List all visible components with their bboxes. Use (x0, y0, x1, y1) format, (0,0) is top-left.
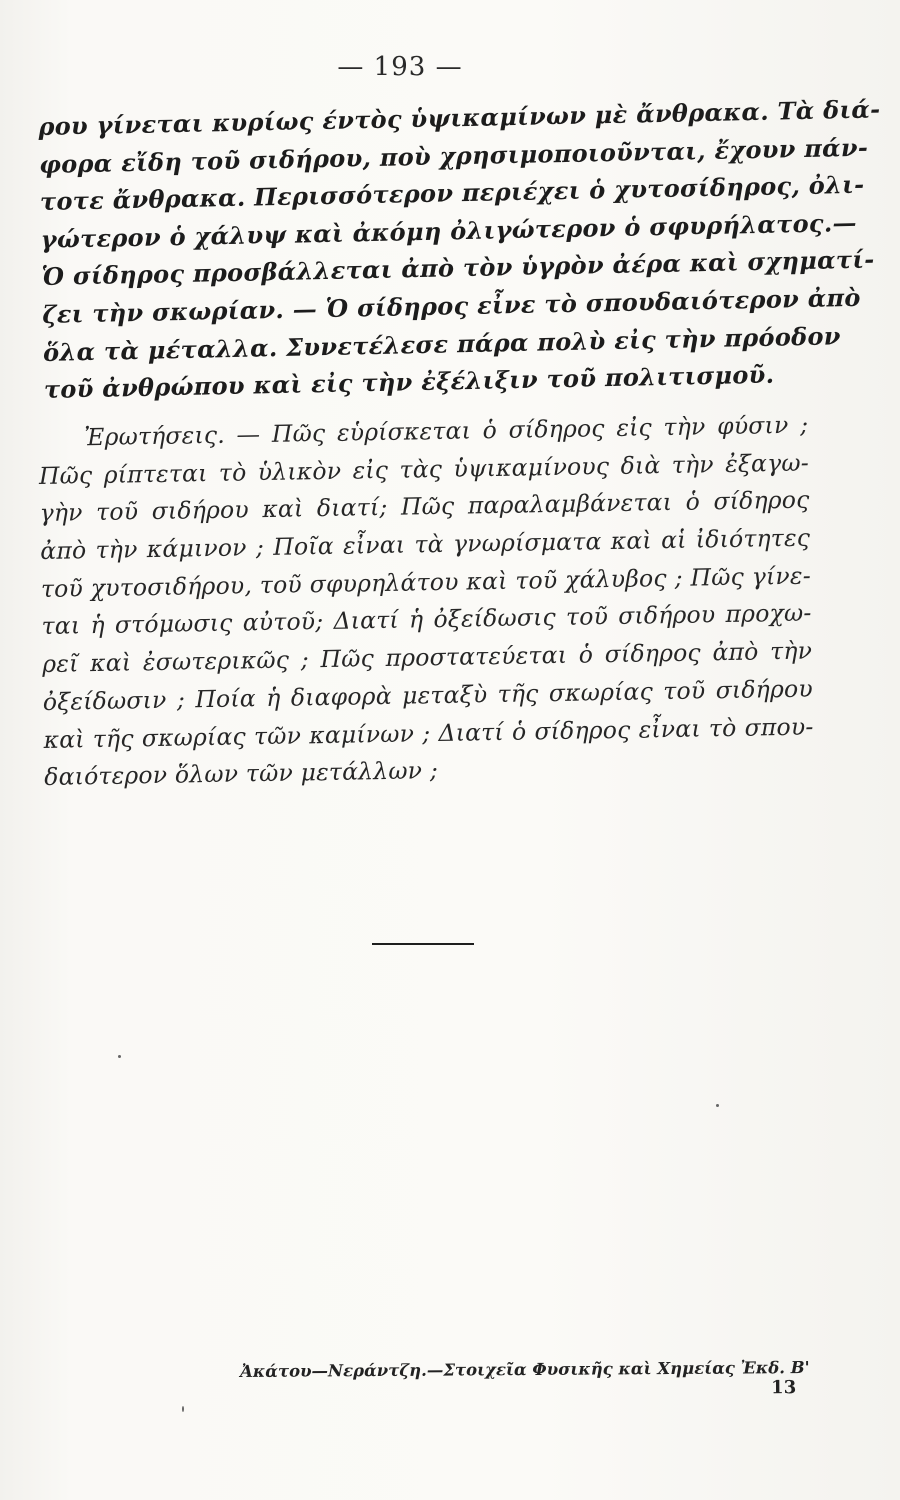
paper-speck (118, 1055, 121, 1058)
text-line: ται ἡ στόμωσις αὐτοῦ; Διατί ἡ ὀξείδωσις τοῦ σιδήρου προχω- (41, 598, 812, 641)
signature-mark: 13 (771, 1377, 797, 1399)
text-paragraph (38, 92, 881, 409)
text-line: τοῦ χυτοσιδήρου, τοῦ σφυρηλάτου καὶ τοῦ χάλυβος ; Πῶς γίνε- (40, 561, 812, 603)
text-line: ὅλα τὰ μέταλλα. Συνετέλεσε πάρα πολὺ εἰς τὴν πρόοδον (42, 320, 841, 367)
text-line: δαιότερον ὅλων τῶν μετάλλων ; (43, 756, 439, 792)
text-line: ζει τὴν σκωρίαν. — Ὁ σίδηρος εἶνε τὸ σπουδαιότερον ἀπὸ (42, 282, 861, 329)
text-line: γώτερον ὁ χάλυψ καὶ ἀκόμη ὀλιγώτερον ὁ σφυρήλατος.— (40, 207, 858, 254)
text-line: Πῶς ρίπτεται τὸ ὑλικὸν εἰς τὰς ὑψικαμίνους διὰ τὴν ἐξαγω- (38, 448, 810, 490)
text-line: ἀπὸ τὴν κάμινον ; Ποῖα εἶναι τὰ γνωρίσματα καὶ αἱ ἰδιότητες (40, 523, 811, 566)
text-line: ρεῖ καὶ ἐσωτερικῶς ; Πῶς προστατεύεται ὁ σίδηρος ἀπὸ τὴν (42, 636, 813, 679)
text-line: ὀξείδωσιν ; Ποία ἡ διαφορὰ μεταξὺ τῆς σκωρίας τοῦ σιδήρου (42, 674, 814, 716)
text-line: καὶ τῆς σκωρίας τῶν καμίνων ; Διατί ὁ σίδηρος εἶναι τὸ σπου- (43, 712, 814, 754)
text-line: φορα εἴδη τοῦ σιδήρου, ποὺ χρησιμοποιοῦνται, ἔχουν πάν- (38, 132, 869, 179)
text-line: Ἐρωτήσεις. — Πῶς εὑρίσκεται ὁ σίδηρος εἰς τὴν φύσιν ; (84, 410, 809, 452)
text-line: ρου γίνεται κυρίως έντὸς ὑψικαμίνων μὲ ἄνθρακα. Τὰ διά- (38, 94, 881, 141)
footer-text: Ἀκάτου—Νεράντζη.—Στοιχεῖα Φυσικῆς καὶ Χημείας Ἐκδ. Β' (240, 1358, 810, 1381)
paper-speck (182, 1406, 184, 1412)
paper-speck (716, 1104, 719, 1107)
page-footer (240, 1358, 810, 1402)
text-line: Ὁ σίδηρος προσβάλλεται ἀπὸ τὸν ὑγρὸν ἀέρα καὶ σχηματί- (41, 244, 875, 292)
text-line: τοῦ ἀνθρώπου καὶ εἰς τὴν ἐξέλιξιν τοῦ πολιτισμοῦ. (43, 359, 775, 405)
questions-paragraph (38, 407, 814, 797)
text-line: γὴν τοῦ σιδήρου καὶ διατί; Πῶς παραλαμβάνεται ὁ σίδηρος (39, 485, 810, 528)
text-line: τοτε ἄνθρακα. Περισσότερον περιέχει ὁ χυτοσίδηρος, ὀλι- (39, 169, 865, 217)
page-number: — 193 — (337, 52, 463, 82)
section-divider (372, 943, 474, 945)
